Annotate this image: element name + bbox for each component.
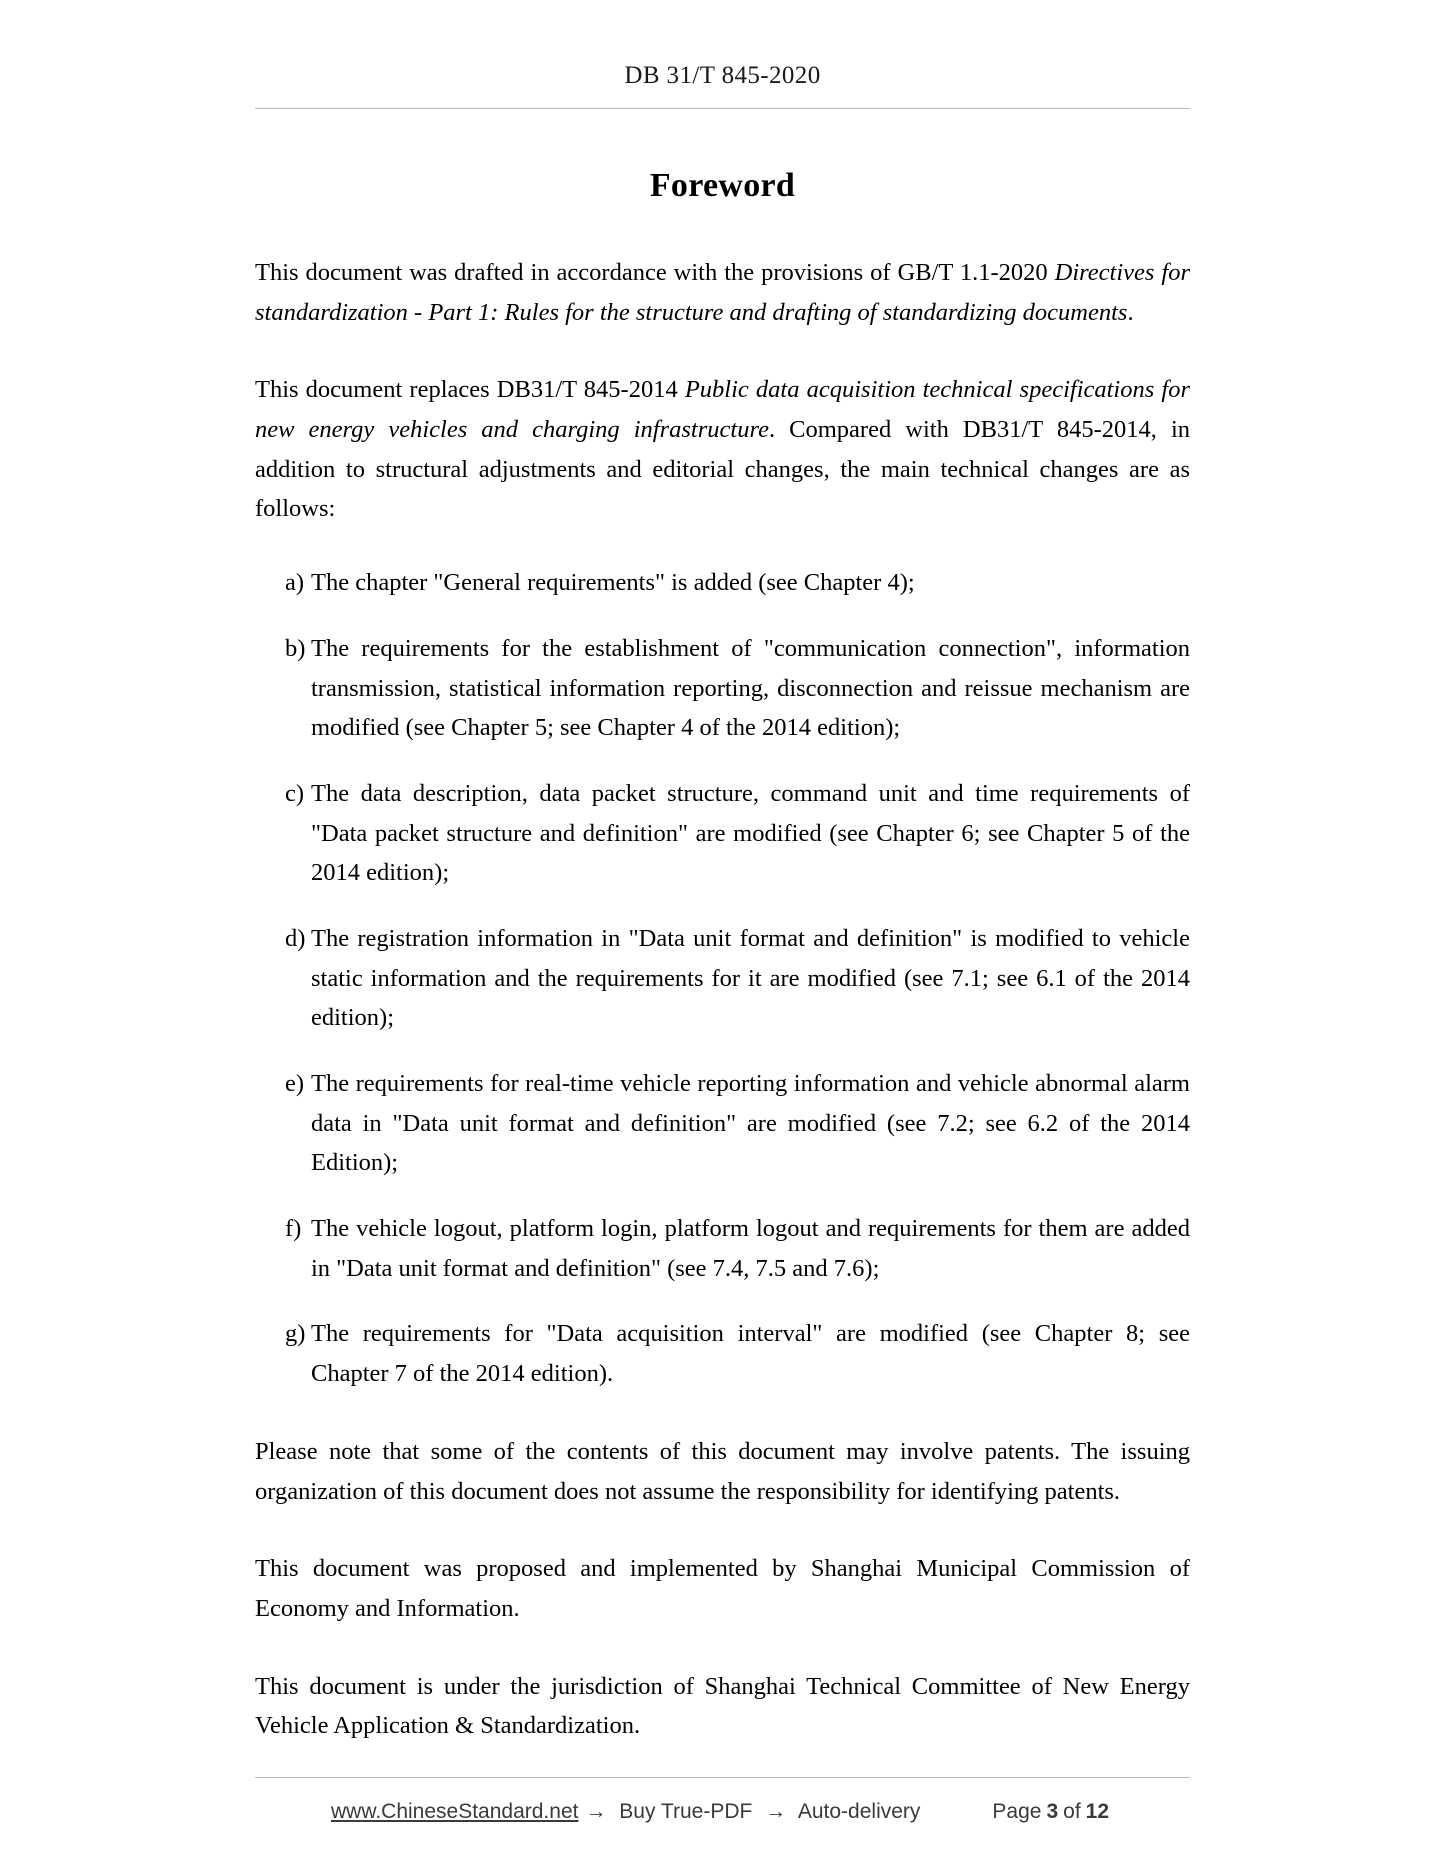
- list-item-text: The requirements for real-time vehicle reporting information and vehicle abnormal alarm data in "Data unit format and definition" are modified (see 7.2; see 6.2 of the 2014 Edition);: [311, 1070, 1190, 1177]
- list-item-text: The requirements for "Data acquisition interval" are modified (see Chapter 8; see Chapter 7 of the 2014 edition).: [311, 1320, 1190, 1388]
- paragraph-2-end: . Compared with DB31/T 845-2014, in addition to structural adjustments and editorial changes, the main technical changes are as follows:: [255, 416, 1190, 523]
- list-item-text: The data description, data packet structure, command unit and time requirements of "Data packet structure and definition" are modified (see Chapter 6; see Chapter 5 of the 2014 edition);: [311, 779, 1190, 887]
- paragraph-jurisdiction: This document is under the jurisdiction of Shanghai Technical Committee of New Energy Vehicle Application & Standardization.: [255, 1672, 1190, 1740]
- arrow-right-icon: →: [585, 1800, 607, 1823]
- paragraph-1-end: .: [1127, 298, 1134, 326]
- auto-delivery-label: Auto-delivery: [793, 1800, 921, 1823]
- website-link[interactable]: www.ChineseStandard.net: [330, 1800, 579, 1823]
- page-number: 3: [1046, 1800, 1059, 1823]
- list-item: [255, 919, 1190, 1038]
- list-item-marker: a): [285, 569, 305, 597]
- list-item-marker: g): [285, 1320, 306, 1348]
- running-title: DB 31/T 845-2020: [624, 62, 821, 89]
- list-item-text: The requirements for the establishment of "communication connection", information transmission, statistical information reporting, disconnection and reissue mechanism are modified (see Chapter 5; see Chapter 4 of the 2014 edition);: [311, 634, 1190, 742]
- list-item: [255, 774, 1190, 893]
- footer-divider: [255, 1777, 1190, 1778]
- list-item-marker: d): [285, 924, 306, 952]
- paragraph-1-italic-title: Directives for standardization - Part 1: Rules for the structure and drafting of standardizing documents: [255, 259, 1190, 326]
- list-item-marker: e): [285, 1070, 305, 1097]
- buy-true-pdf-label[interactable]: Buy True-PDF: [613, 1800, 759, 1823]
- list-item: [255, 1064, 1190, 1183]
- list-item: [255, 1209, 1190, 1288]
- list-item: [255, 563, 1190, 603]
- paragraph-1-text: This document was drafted in accordance with the provisions of GB/T 1.1-2020: [255, 259, 1055, 286]
- paragraph-replaces: [255, 370, 1190, 529]
- document-body: [255, 109, 1190, 1777]
- total-pages: 12: [1085, 1800, 1110, 1823]
- page-header: [255, 62, 1190, 90]
- paragraph-2-text: This document replaces DB31/T 845-2014: [255, 376, 685, 404]
- list-item-text: The chapter "General requirements" is added (see Chapter 4);: [311, 569, 915, 597]
- page-footer: [255, 1777, 1190, 1824]
- of-label: of: [1063, 1800, 1081, 1823]
- list-item: [255, 629, 1190, 748]
- page-label: Page: [992, 1800, 1042, 1823]
- list-item: [255, 1314, 1190, 1393]
- list-item-text: The registration information in "Data unit format and definition" is modified to vehicle static information and the requirements for it are modified (see 7.1; see 6.1 of the 2014 edition);: [311, 924, 1190, 1032]
- paragraph-patents-note: Please note that some of the contents of this document may involve patents. The issuing organization of this document does not assume the responsibility for identifying patents.: [255, 1437, 1190, 1505]
- paragraph-2-italic-title: Public data acquisition technical specifications for new energy vehicles and charging infrastructure: [255, 376, 1190, 444]
- paragraph-drafting-provisions: [255, 253, 1190, 332]
- list-item-text: The vehicle logout, platform login, platform logout and requirements for them are added in "Data unit format and definition" (see 7.4, 7.5 and 7.6);: [311, 1215, 1190, 1282]
- list-item-marker: b): [285, 634, 306, 662]
- paragraph-proposed-by: This document was proposed and implemented by Shanghai Municipal Commission of Economy and Information.: [255, 1555, 1190, 1622]
- technical-changes-list: [255, 563, 1190, 1394]
- arrow-right-icon-2: →: [765, 1800, 787, 1823]
- list-item-marker: c): [285, 779, 305, 807]
- list-item-marker: f): [285, 1215, 302, 1243]
- page-title: Foreword: [649, 167, 796, 204]
